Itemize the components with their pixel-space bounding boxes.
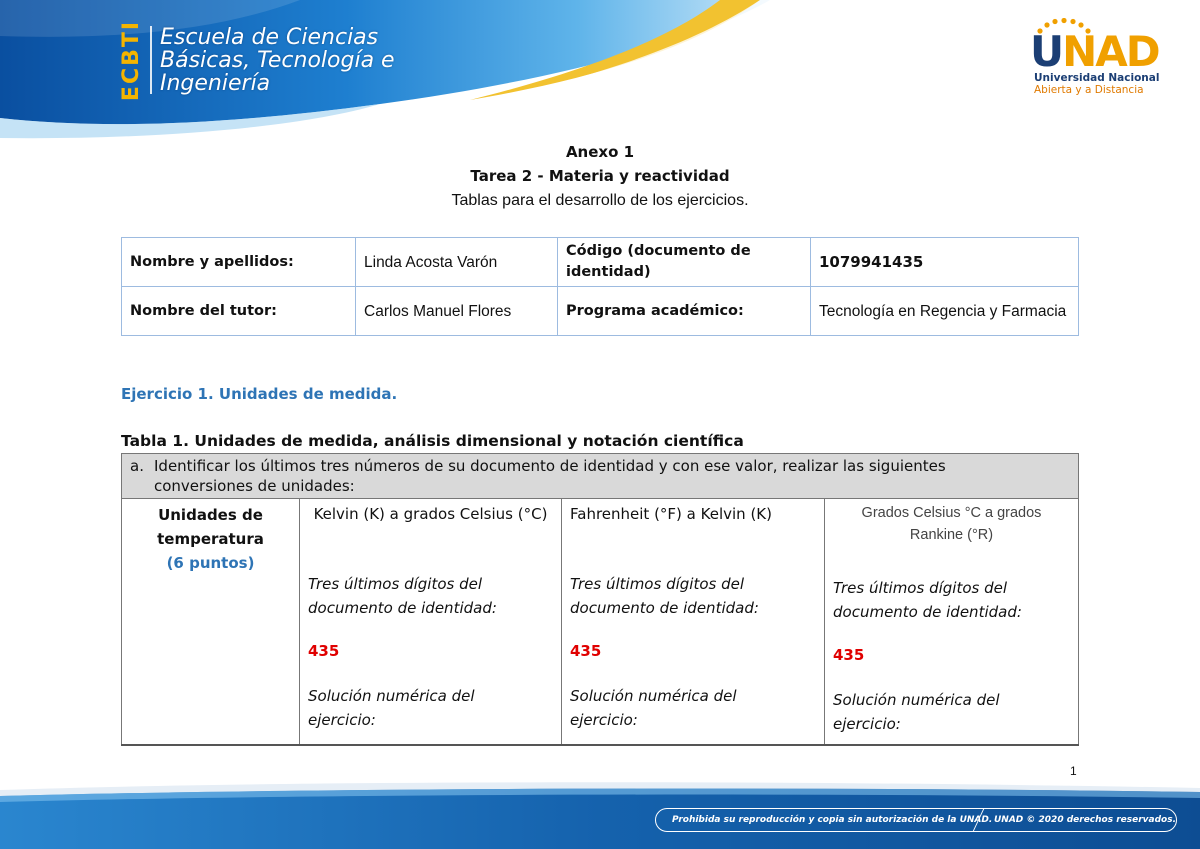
digits-label-line-2: documento de identidad: [570, 599, 759, 617]
footer-copy-notice: Prohibida su reproducción y copia sin autorización de la UNAD. [672, 815, 993, 825]
row-label-cell [122, 499, 300, 746]
page-header [0, 0, 1200, 140]
row-points: (6 puntos) [166, 554, 255, 572]
tutor-label: Nombre del tutor: [122, 287, 356, 336]
school-name-line-2: Básicas, Tecnología e [160, 48, 395, 73]
school-name-line-3: Ingeniería [160, 71, 271, 96]
school-divider [150, 26, 152, 94]
id-value: 1079941435 [811, 238, 1079, 287]
school-name-line-1: Escuela de Ciencias [160, 25, 379, 50]
solution-label-line-1: Solución numérica del [833, 691, 1000, 709]
instruction-line-1: Identificar los últimos tres números de su documento de identidad y con ese valor, realizar las siguientes [154, 457, 946, 475]
digits-label-line-1: Tres últimos dígitos del [833, 579, 1008, 597]
logo-tagline: Abierta y a Distancia [1034, 84, 1144, 96]
student-info-table [121, 237, 1079, 336]
name-value: Linda Acosta Varón [356, 238, 558, 287]
program-value: Tecnología en Regencia y Farmacia [811, 287, 1079, 336]
solution-label-line-1: Solución numérica del [570, 687, 737, 705]
instruction-cell [122, 454, 1079, 499]
document-subtitle: Tablas para el desarrollo de los ejercicios. [451, 192, 749, 209]
solution-label-line-1: Solución numérica del [308, 687, 475, 705]
id-label: Código (documento de identidad) [558, 238, 811, 287]
page-number: 1 [1070, 764, 1077, 778]
digits-value: 435 [570, 642, 602, 660]
instruction-line-2: conversiones de unidades: [154, 477, 355, 495]
solution-label-line-2: ejercicio: [570, 711, 638, 729]
program-label: Programa académico: [558, 287, 811, 336]
table-row [122, 287, 1079, 336]
solution-label-line-2: ejercicio: [833, 715, 901, 733]
table-row [122, 454, 1079, 499]
task-title: Tarea 2 - Materia y reactividad [470, 167, 730, 185]
digits-value: 435 [308, 642, 340, 660]
name-label: Nombre y apellidos: [122, 238, 356, 287]
conversion-heading: Fahrenheit (°F) a Kelvin (K) [570, 505, 772, 523]
instruction-marker: a. [130, 457, 144, 475]
page-footer [0, 780, 1200, 849]
table-row [122, 499, 1079, 746]
annex-title: Anexo 1 [565, 143, 635, 161]
table-1-title: Tabla 1. Unidades de medida, análisis dimensional y notación científica [121, 432, 744, 450]
digits-label-line-1: Tres últimos dígitos del [570, 575, 745, 593]
conversion-heading: Kelvin (K) a grados Celsius (°C) [313, 505, 548, 523]
footer-notice-pill [655, 808, 1177, 832]
unad-logo [1030, 18, 1160, 98]
school-name [160, 26, 395, 95]
digits-label-line-1: Tres últimos dígitos del [308, 575, 483, 593]
conversion-cell-celsius-rankine [825, 499, 1079, 746]
solution-label-line-2: ejercicio: [308, 711, 376, 729]
ecbti-vertical-label: ECBTI [119, 19, 145, 101]
tutor-value: Carlos Manuel Flores [356, 287, 558, 336]
exercise-heading: Ejercicio 1. Unidades de medida. [121, 385, 398, 403]
logo-wordmark: UNAD [1030, 27, 1159, 76]
row-label-line-2: temperatura [157, 530, 264, 548]
units-table [121, 453, 1079, 746]
footer-rights: UNAD © 2020 derechos reservados. [993, 815, 1176, 825]
table-row [122, 238, 1079, 287]
digits-label-line-2: documento de identidad: [308, 599, 497, 617]
digits-value: 435 [833, 646, 865, 664]
conversion-heading: Grados Celsius °C a grados Rankine (°R) [861, 505, 1042, 543]
logo-university-line: Universidad Nacional [1034, 72, 1160, 84]
digits-label-line-2: documento de identidad: [833, 603, 1022, 621]
conversion-cell-kelvin-celsius [300, 499, 562, 746]
row-label-line-1: Unidades de [158, 506, 263, 524]
conversion-cell-fahrenheit-kelvin [562, 499, 825, 746]
